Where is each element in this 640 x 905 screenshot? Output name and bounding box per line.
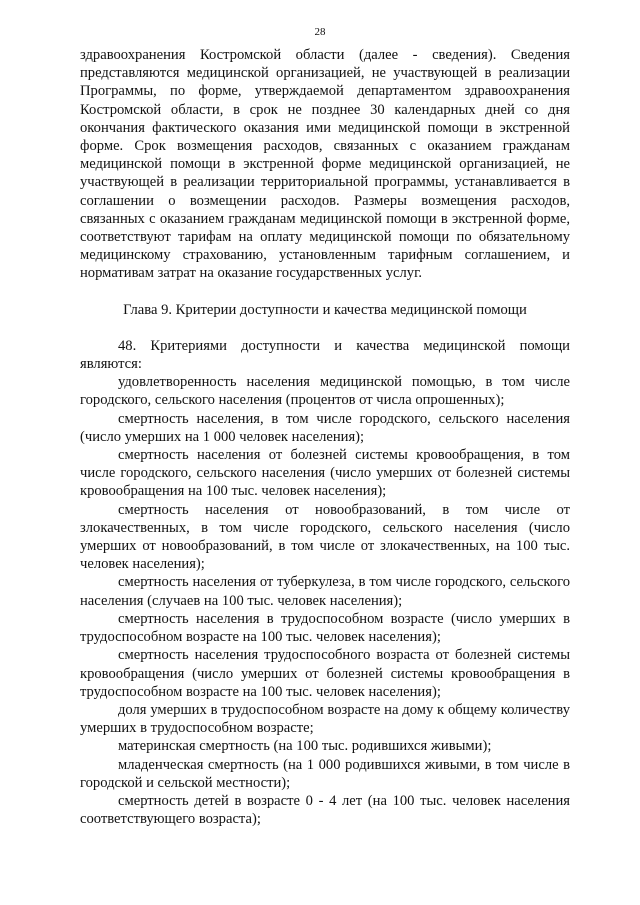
criterion-item: смертность детей в возрасте 0 - 4 лет (на 100 тыс. человек населения соответствующего возраста);	[80, 792, 570, 828]
criterion-item: смертность населения, в том числе городского, сельского населения (число умерших на 1 000 человек населения);	[80, 410, 570, 445]
criterion-item: смертность населения от новообразований, в том числе от злокачественных, в том числе городского, сельского населения (число умерших от новообразований, в том числе от злокачественных, на 100 тыс. человек населения);	[80, 501, 570, 573]
chapter-heading: Глава 9. Критерии доступности и качества медицинской помощи	[123, 301, 527, 318]
criterion-item: смертность населения от туберкулеза, в том числе городского, сельского населения (случаев на 100 тыс. человек населения);	[80, 574, 570, 609]
criterion-item: доля умерших в трудоспособном возрасте на дому к общему количеству умерших в трудоспособном возрасте;	[80, 701, 570, 737]
criterion-item: материнская смертность (на 100 тыс. родившихся живыми);	[118, 738, 492, 755]
criterion-item: удовлетворенность населения медицинской помощью, в том числе городского, сельского населения (процентов от числа опрошенных);	[80, 374, 570, 409]
criterion-item: смертность населения от болезней системы кровообращения, в том числе городского, сельского населения (число умерших от болезней системы кровообращения на 100 тыс. человек населения);	[80, 447, 570, 500]
clause-48: 48. Критериями доступности и качества медицинской помощи являются:	[80, 337, 570, 373]
document-body	[80, 46, 570, 828]
intro-paragraph: здравоохранения Костромской области (далее - сведения). Сведения представляются медицинской организацией, не участвующей в реализации Программы, по форме, утверждаемой департаментом здравоохранения Костромской области, в срок не позднее 30 календарных дней со дня окончания фактического оказания ими медицинской помощи в экстренной форме. Срок возмещения расходов, связанных с оказанием гражданам медицинской помощи в экстренной форме медицинской организацией, не участвующей в реализации территориальной программы, устанавливается в соглашении о возмещении расходов. Размеры возмещения расходов, связанных с оказанием гражданам медицинской помощи в экстренной форме, соответствуют тарифам на оплату медицинской помощи по обязательному медицинскому страхованию, установленным тарифным соглашением, и нормативам затрат на оказание государственных услуг.	[80, 47, 570, 282]
page-number: 28	[314, 26, 326, 38]
criterion-item: смертность населения в трудоспособном возрасте (число умерших в трудоспособном возрасте на 100 тыс. человек населения);	[80, 610, 570, 646]
criterion-item: младенческая смертность (на 1 000 родившихся живыми, в том числе в городской и сельской местности);	[80, 756, 570, 791]
criterion-item: смертность населения трудоспособного возраста от болезней системы кровообращения (число умерших от болезней системы кровообращения в трудоспособном возрасте на 100 тыс. человек населения);	[80, 647, 570, 700]
